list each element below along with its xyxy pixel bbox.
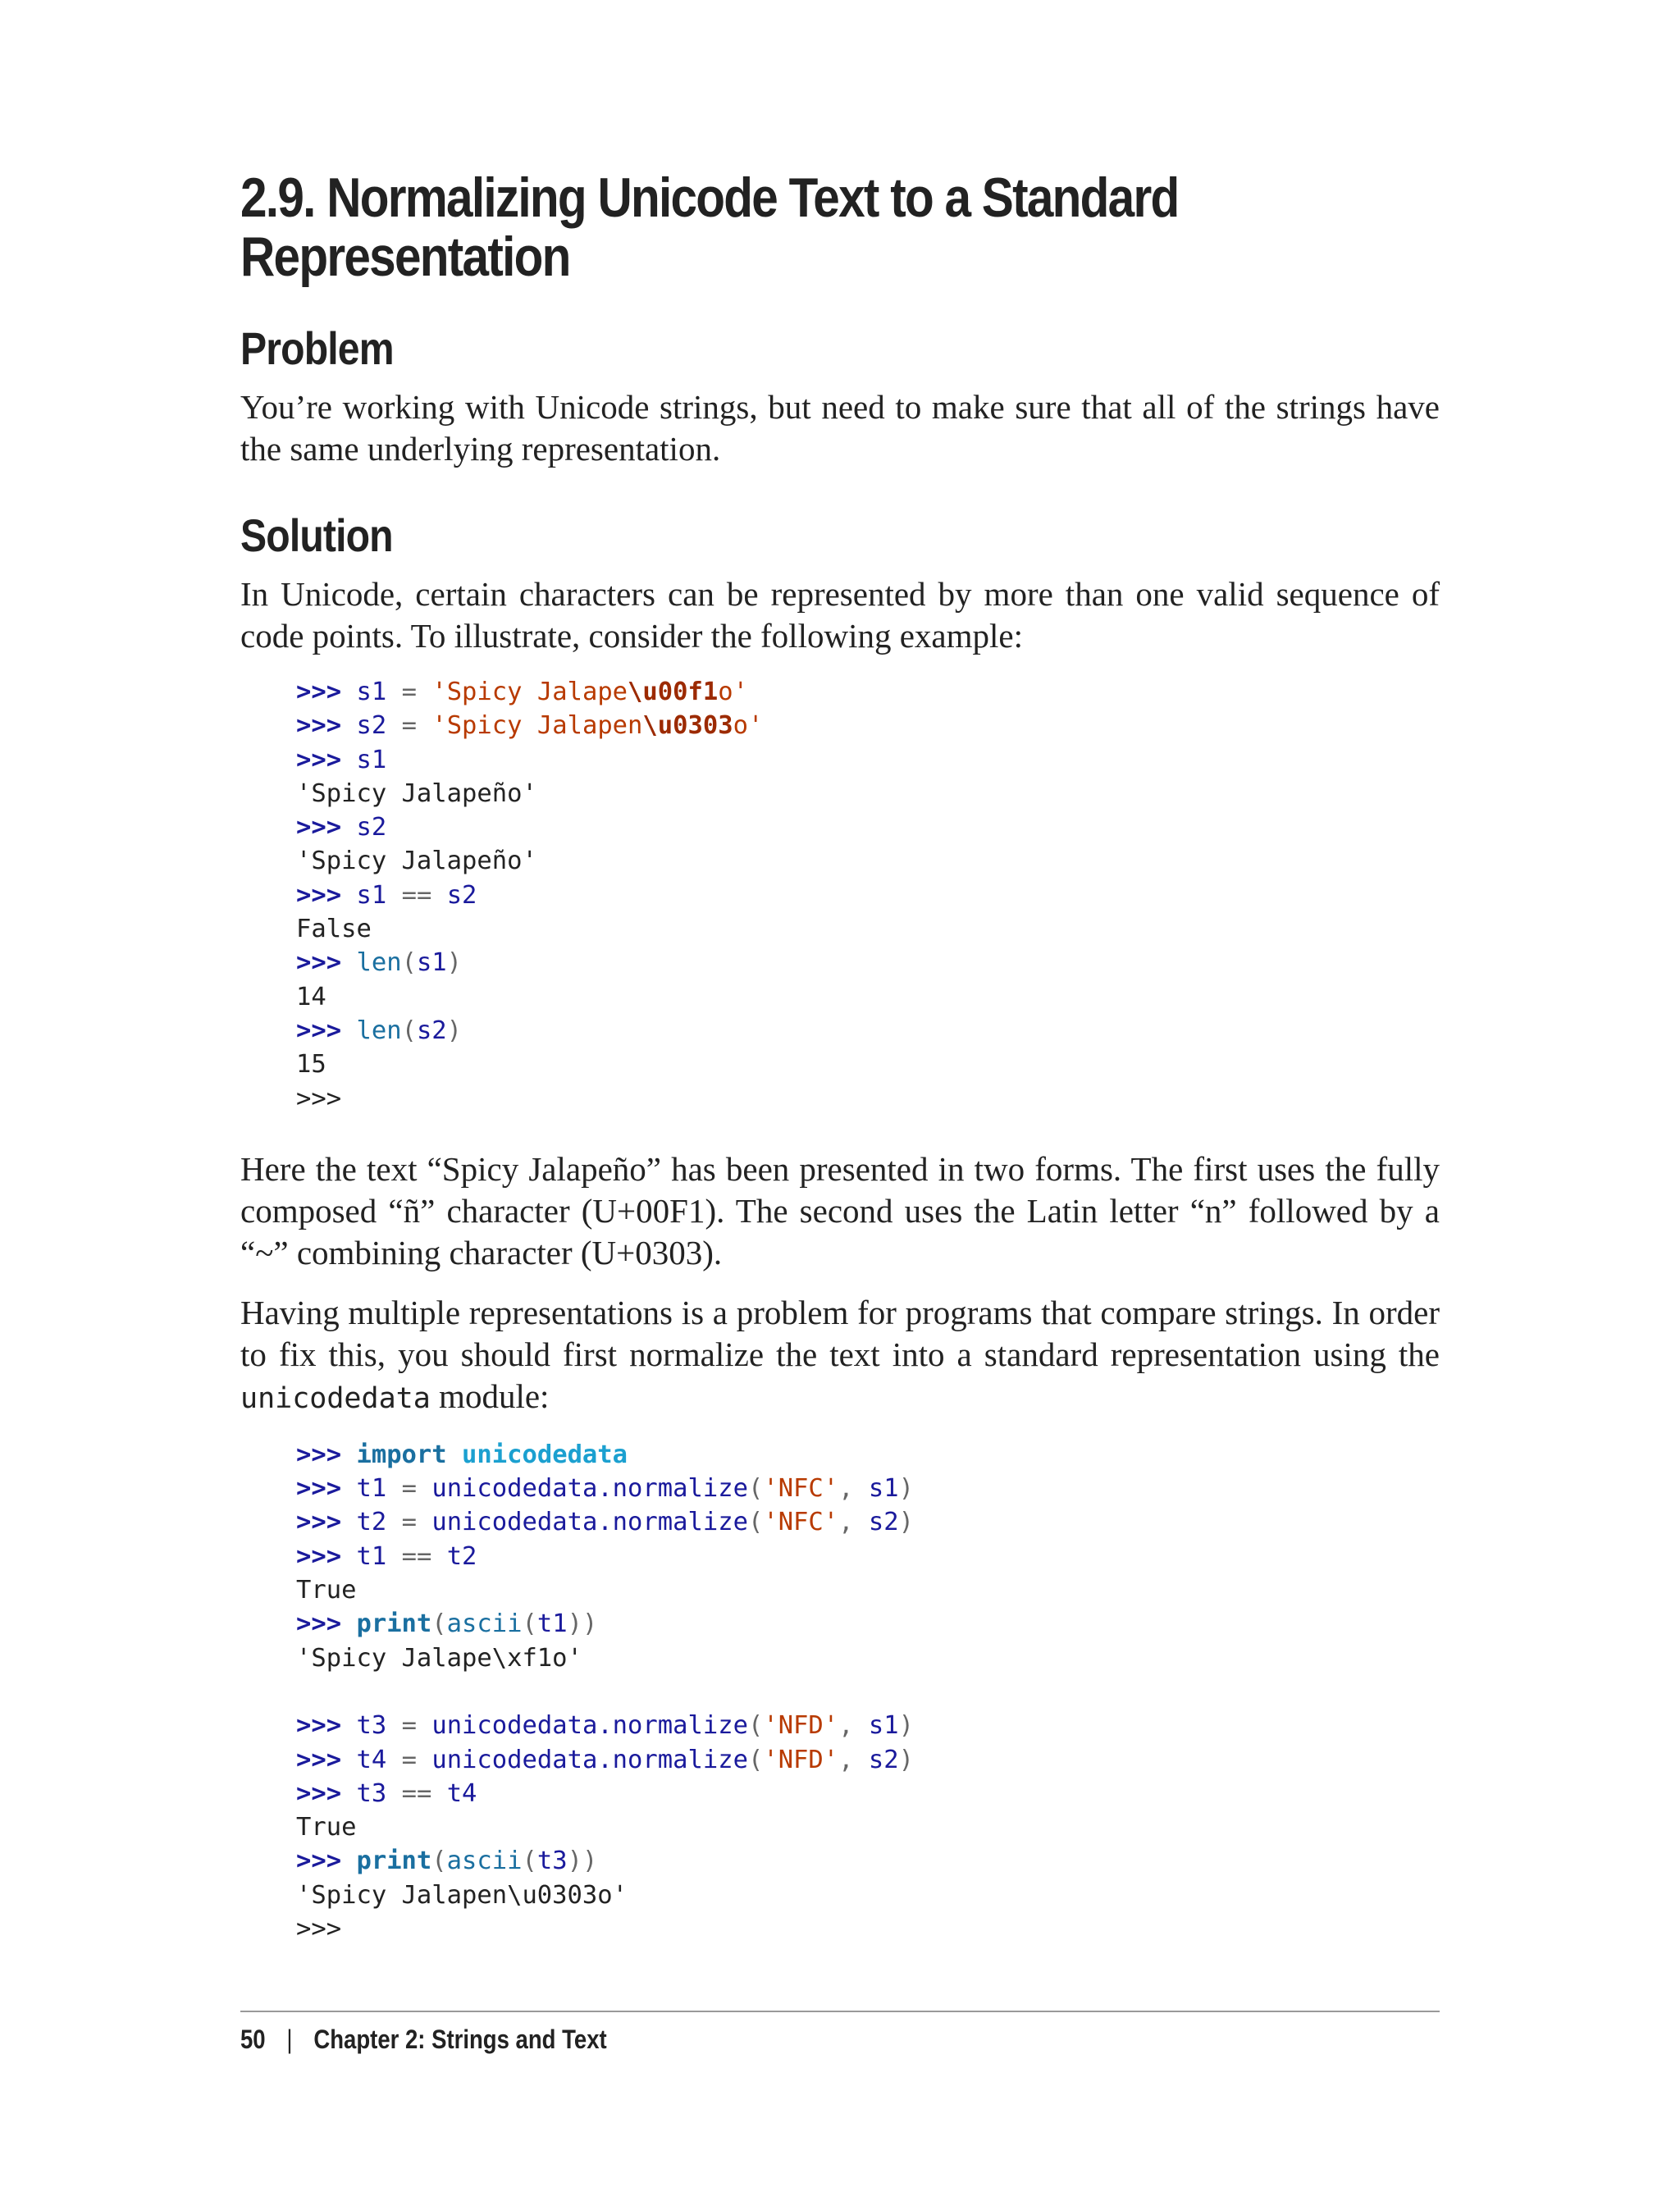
code-line: >>> — [296, 1915, 342, 1944]
code-line: >>> s1 == s2 — [296, 880, 477, 910]
code-line: 'Spicy Jalapen\u0303o' — [296, 1880, 628, 1910]
code-line: >>> print(ascii(t3)) — [296, 1847, 598, 1876]
footer-divider — [240, 2011, 1440, 2012]
code-line: 14 — [296, 982, 326, 1011]
code-line: True — [296, 1576, 357, 1605]
section-title — [240, 168, 1440, 286]
code-line: >>> t4 = unicodedata.normalize('NFD', s2) — [296, 1745, 914, 1774]
code-example-1 — [296, 675, 1440, 1116]
code-line: 'Spicy Jalapeño' — [296, 778, 537, 808]
code-line: >>> t1 == t2 — [296, 1541, 477, 1571]
code-example-2 — [296, 1438, 1440, 1946]
code-line-blank — [296, 1675, 1440, 1709]
code-line: >>> len(s1) — [296, 948, 463, 978]
code-line: >>> print(ascii(t1)) — [296, 1609, 598, 1639]
footer-separator: | — [286, 2025, 293, 2054]
code-line: False — [296, 915, 372, 944]
code-line: True — [296, 1813, 357, 1842]
code-line: 'Spicy Jalape\xf1o' — [296, 1643, 582, 1673]
code-line: 15 — [296, 1050, 326, 1080]
code-line: >>> s1 = 'Spicy Jalape\u00f1o' — [296, 678, 748, 706]
code-line: >>> s1 — [296, 745, 387, 774]
inline-code: unicodedata — [240, 1381, 431, 1415]
problem-heading: Problem — [240, 322, 394, 374]
code-line: 'Spicy Jalapeño' — [296, 847, 537, 876]
solution-intro: In Unicode, certain characters can be represented by more than one valid sequence of code points. To illustrate, consider the following example: — [240, 575, 1440, 655]
code-line: >>> — [296, 1084, 342, 1113]
solution-para3: Having multiple representations is a problem for programs that compare strings. In order to fix this, you should first normalize the text into a standard representation using the unicodedata module: — [240, 1293, 1440, 1415]
code-line: >>> s2 — [296, 813, 387, 842]
code-line: >>> t3 == t4 — [296, 1778, 477, 1808]
code-line: >>> t3 = unicodedata.normalize('NFD', s1) — [296, 1711, 914, 1741]
code-line: >>> import unicodedata — [296, 1440, 628, 1469]
code-line: >>> len(s2) — [296, 1016, 463, 1045]
section-title-line1: 2.9. Normalizing Unicode Text to a Standard — [240, 167, 1179, 229]
page-content — [240, 168, 1440, 1979]
code-line: >>> t2 = unicodedata.normalize('NFC', s2) — [296, 1508, 914, 1537]
solution-heading: Solution — [240, 509, 393, 561]
code-line: >>> s2 = 'Spicy Jalapen\u0303o' — [296, 711, 764, 741]
code-line: >>> t1 = unicodedata.normalize('NFC', s1) — [296, 1474, 914, 1504]
chapter-title: Chapter 2: Strings and Text — [313, 2025, 607, 2054]
solution-para2: Here the text “Spicy Jalapeño” has been presented in two forms. The first uses the fully composed “ñ” character (U+00F1). The second uses the Latin letter “n” followed by a “~” combining character (U+0303). — [240, 1149, 1440, 1271]
page-footer — [240, 2023, 607, 2056]
section-title-line2: Representation — [240, 226, 570, 288]
page-number: 50 — [240, 2025, 266, 2054]
problem-text: You’re working with Unicode strings, but need to make sure that all of the strings have the same underlying representation. — [240, 388, 1440, 468]
